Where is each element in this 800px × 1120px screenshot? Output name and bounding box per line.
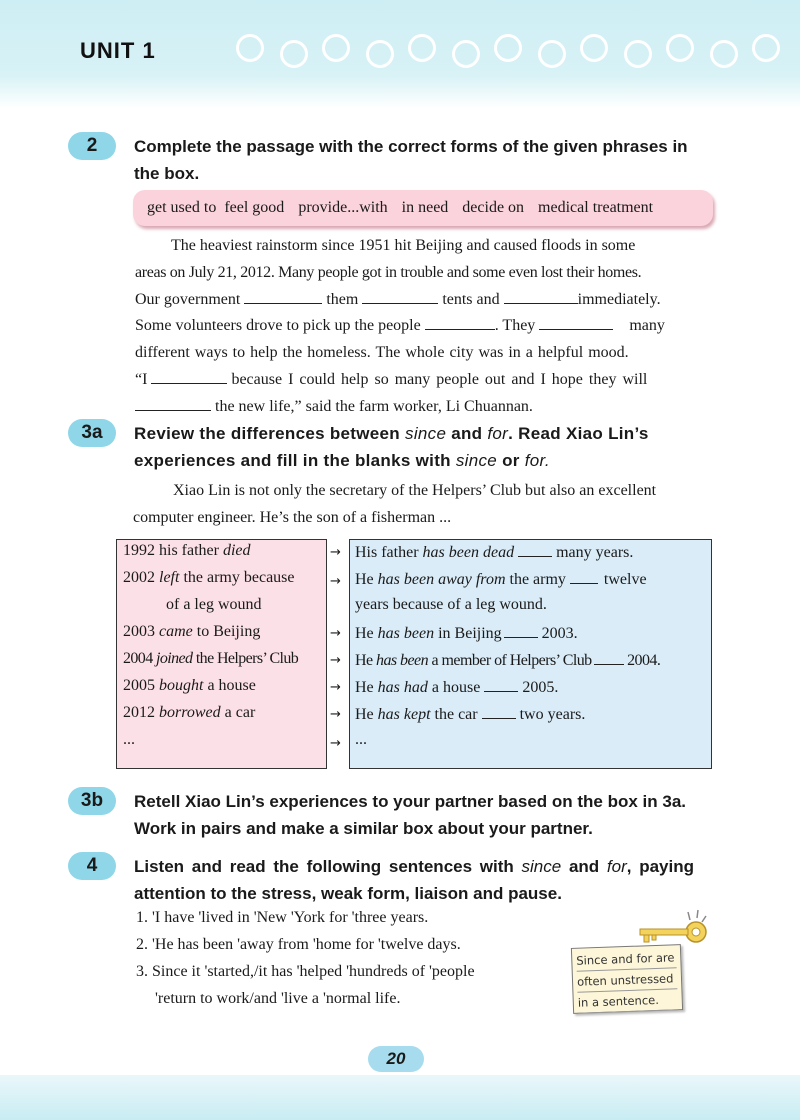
sentence-text: a house: [431, 679, 481, 696]
instruction-line: [134, 447, 724, 474]
instruction-text: and: [451, 424, 483, 443]
passage-text: tents and: [442, 290, 500, 308]
instruction-text: since: [521, 857, 562, 876]
passage-text: Our government: [135, 290, 241, 308]
event-verb: came: [159, 623, 193, 640]
page-header: [0, 0, 800, 108]
ring-decoration: [580, 34, 608, 62]
sentence-text: 2004.: [627, 652, 661, 669]
sentence-text: two years.: [519, 706, 586, 723]
practice-sentence: 3. Since it 'started,/it has 'helped 'hundreds of 'people: [136, 963, 475, 980]
instruction-text: for.: [524, 451, 550, 470]
instruction-text: experiences and fill in the blanks with: [134, 451, 451, 470]
arrow-icon: →: [330, 680, 341, 695]
ring-decoration: [494, 34, 522, 62]
instruction-line: Complete the passage with the correct forms of the given phrases in: [134, 137, 688, 156]
practice-sentence: 1. 'I have 'lived in 'New 'York for 'three years.: [136, 909, 429, 926]
tip-line: often unstressed: [577, 968, 678, 992]
exercise-badge-3a: 3a: [68, 419, 116, 447]
instruction-line: [134, 420, 724, 447]
events-table: [116, 539, 327, 769]
sentence-text: He: [355, 679, 374, 696]
ring-decoration: [366, 40, 394, 68]
sentence-verb: has been dead: [422, 544, 515, 561]
instruction-line: the box.: [134, 164, 200, 183]
answer-blank[interactable]: [244, 289, 322, 304]
sentence-row: [355, 677, 558, 697]
sentence-text: He: [355, 652, 373, 669]
practice-sentence: 'return to work/and 'live a 'normal life.: [155, 990, 401, 1007]
event-text: to Beijing: [196, 623, 261, 640]
arrow-icon: →: [330, 545, 341, 560]
event-year: 1992: [123, 542, 155, 559]
exercise-badge-4: 4: [68, 852, 116, 880]
event-text: a house: [207, 677, 256, 694]
phrase-item: get used to: [147, 199, 217, 216]
sentence-row: [355, 569, 647, 589]
answer-blank[interactable]: [570, 569, 598, 584]
event-row: [123, 650, 298, 668]
instruction-text: since: [455, 451, 498, 470]
practice-sentence: 2. 'He has been 'away from 'home for 'twelve days.: [136, 936, 461, 953]
passage-text: immediately.: [577, 290, 661, 308]
sentence-text: twelve: [603, 571, 647, 588]
instruction-text: and: [568, 857, 600, 876]
event-verb: died: [222, 542, 251, 559]
sentence-text: in Beijing: [438, 625, 502, 642]
tip-note: [571, 944, 683, 1014]
instruction-text: , paying: [626, 857, 694, 876]
sentence-row: [355, 542, 633, 562]
phrase-item: medical treatment: [538, 199, 654, 216]
ring-decoration: [710, 40, 738, 68]
page-number: 20: [368, 1046, 424, 1072]
sentence-text: He: [355, 571, 374, 588]
ring-decoration: [322, 34, 350, 62]
answer-blank[interactable]: [135, 396, 211, 411]
passage: [135, 233, 715, 421]
exercise-badge-3b: 3b: [68, 787, 116, 815]
ring-decoration: [408, 34, 436, 62]
event-row: [123, 677, 256, 695]
answer-blank[interactable]: [594, 650, 624, 665]
instruction-text: Review the differences between: [134, 424, 400, 443]
event-text: the Helpers’ Club: [195, 650, 299, 667]
answer-blank[interactable]: [425, 315, 495, 330]
event-verb: borrowed: [159, 704, 221, 721]
phrase-item: decide on: [462, 199, 525, 216]
instruction-line: [134, 853, 734, 880]
event-row: ...: [123, 731, 135, 748]
event-text: the army because: [183, 569, 295, 586]
event-text: a car: [224, 704, 256, 721]
answer-blank[interactable]: [151, 369, 227, 384]
arrow-icon: →: [330, 626, 341, 641]
event-row: [123, 569, 295, 587]
instruction-line: Work in pairs and make a similar box about your partner.: [134, 819, 593, 838]
exercise-2-instruction: [134, 133, 724, 187]
exercise-4-instruction: [134, 853, 734, 907]
sentence-row: [355, 623, 578, 643]
ring-decoration: [538, 40, 566, 68]
ring-decoration: [624, 40, 652, 68]
sentence-row: [355, 650, 660, 670]
sentence-verb: has been: [376, 652, 429, 669]
decorative-rings: [236, 30, 800, 70]
exercise-3a-intro: [133, 477, 717, 531]
event-year: 2004: [123, 650, 153, 667]
arrow-icon: →: [330, 574, 341, 589]
instruction-text: for: [606, 857, 627, 876]
unit-title: UNIT 1: [80, 38, 156, 63]
answer-blank[interactable]: [484, 677, 518, 692]
event-text: his father: [159, 542, 219, 559]
ring-decoration: [452, 40, 480, 68]
sentence-text: the car: [434, 706, 478, 723]
sentence-verb: has had: [377, 679, 428, 696]
phrase-box: [133, 190, 713, 226]
answer-blank[interactable]: [362, 289, 438, 304]
ring-decoration: [666, 34, 694, 62]
event-row: [123, 623, 260, 641]
page-footer: [0, 1075, 800, 1120]
arrow-icon: →: [330, 707, 341, 722]
sentence-text: He: [355, 625, 374, 642]
passage-line: different ways to help the homeless. The whole city was in a helpful mood.: [135, 344, 629, 362]
passage-text: because I could help so many people out and I hope they will: [231, 370, 648, 388]
event-verb: bought: [159, 677, 204, 694]
event-verb: joined: [156, 650, 193, 667]
passage-line: [135, 287, 715, 314]
passage-line: [135, 313, 715, 340]
sentences-table: [349, 539, 712, 769]
event-year: 2002: [123, 569, 155, 586]
sentence-text: a member of Helpers’ Club: [431, 652, 592, 669]
tip-line: Since and for are: [576, 947, 677, 971]
event-year: 2005: [123, 677, 155, 694]
intro-line: Xiao Lin is not only the secretary of the Helpers’ Club but also an excellent: [173, 482, 657, 499]
tip-line: in a sentence.: [577, 989, 678, 1013]
event-verb: left: [159, 569, 180, 586]
instruction-line: attention to the stress, weak form, liaison and pause.: [134, 884, 562, 903]
answer-blank[interactable]: [504, 623, 538, 638]
sentence-row: [355, 704, 585, 724]
instruction-text: since: [405, 424, 447, 443]
intro-line: computer engineer. He’s the son of a fisherman ...: [133, 509, 452, 526]
arrow-icon: →: [330, 736, 341, 751]
exercise-3a-instruction: [134, 420, 724, 474]
event-row: [123, 704, 255, 722]
phrase-item: in need: [401, 199, 449, 216]
sentence-verb: has kept: [377, 706, 431, 723]
event-year: 2003: [123, 623, 155, 640]
instruction-line: Retell Xiao Lin’s experiences to your partner based on the box in 3a.: [134, 792, 687, 811]
answer-blank[interactable]: [539, 315, 613, 330]
sentence-verb: has been away from: [377, 571, 506, 588]
event-row: [123, 542, 251, 560]
answer-blank[interactable]: [482, 704, 516, 719]
ring-decoration: [236, 34, 264, 62]
instruction-text: for: [487, 424, 509, 443]
ring-decoration: [752, 34, 780, 62]
sentence-text: 2005.: [522, 679, 559, 696]
answer-blank[interactable]: [504, 289, 578, 304]
ring-decoration: [280, 40, 308, 68]
instruction-text: or: [502, 451, 520, 470]
passage-text: “I: [135, 370, 148, 388]
exercise-3b-instruction: [134, 788, 734, 842]
sentence-text: He: [355, 706, 374, 723]
passage-text: them: [326, 290, 359, 308]
sentence-text: His father: [355, 544, 419, 561]
sentence-verb: has been: [377, 625, 435, 642]
arrow-icon: →: [330, 653, 341, 668]
sentence-text: many years.: [556, 544, 634, 561]
sentence-row: years because of a leg wound.: [355, 596, 547, 613]
instruction-text: . Read Xiao Lin’s: [508, 424, 649, 443]
passage-text: Some volunteers drove to pick up the people: [135, 317, 421, 335]
exercise-badge-2: 2: [68, 132, 116, 160]
passage-line: [135, 394, 715, 421]
passage-text: . They: [494, 317, 536, 335]
answer-blank[interactable]: [518, 542, 552, 557]
passage-line: The heaviest rainstorm since 1951 hit Beijing and caused floods in some: [171, 237, 636, 254]
passage-line: [135, 367, 715, 394]
passage-text: many: [629, 317, 665, 335]
event-year: 2012: [123, 704, 155, 721]
sentence-text: the army: [509, 571, 566, 588]
event-row: of a leg wound: [166, 596, 262, 613]
sentence-text: 2003.: [541, 625, 578, 642]
passage-text: the new life,” said the farm worker, Li Chuannan.: [215, 397, 533, 415]
phrase-item: feel good: [224, 199, 285, 216]
sentence-row: ...: [355, 731, 367, 748]
phrase-item: provide...with: [298, 199, 388, 216]
instruction-text: Listen and read the following sentences with: [134, 857, 514, 876]
passage-line: areas on July 21, 2012. Many people got in trouble and some even lost their homes.: [135, 263, 642, 281]
